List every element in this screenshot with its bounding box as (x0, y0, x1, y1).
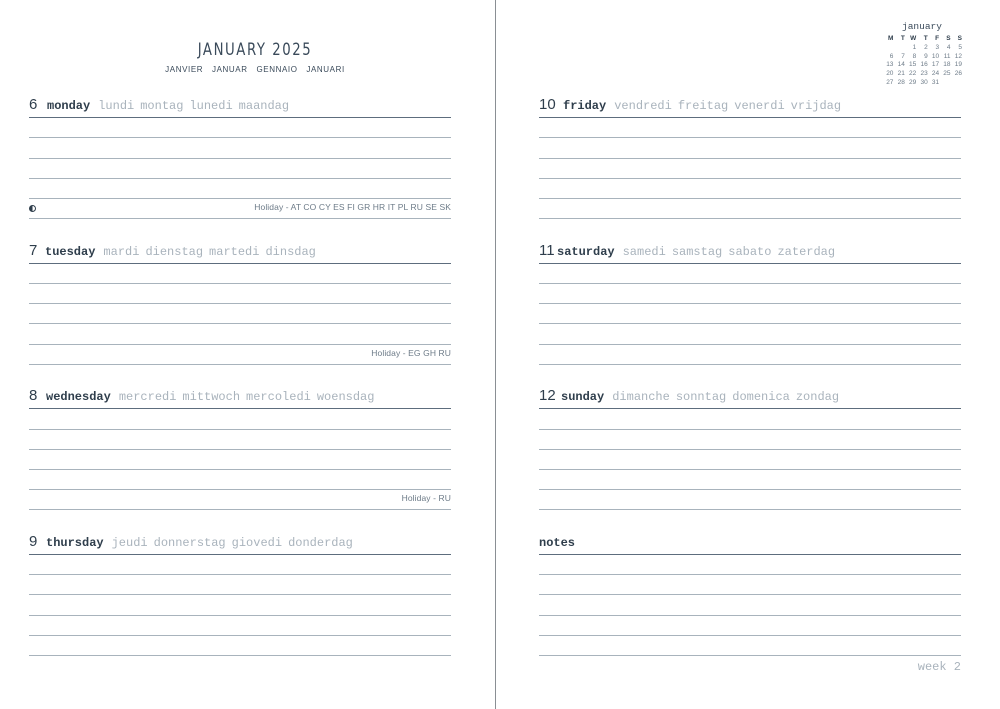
mini-calendar (882, 21, 962, 86)
mini-calendar-day: 31 (931, 78, 940, 86)
mini-calendar-day: 19 (954, 61, 962, 69)
writing-line[interactable] (539, 635, 961, 636)
day-header (29, 95, 451, 118)
mini-calendar-day: 22 (909, 69, 917, 77)
mini-calendar-week (882, 43, 962, 52)
mini-calendar-day: 17 (931, 61, 940, 69)
day-names (563, 99, 847, 113)
writing-line[interactable] (539, 344, 961, 345)
month-translations (120, 65, 390, 74)
day-names (45, 245, 322, 259)
mini-calendar-day: 9 (924, 52, 928, 60)
notes-label-wrap (539, 536, 583, 550)
day-name: monday (47, 99, 91, 113)
writing-line[interactable] (539, 158, 961, 159)
mini-calendar-day: 27 (886, 78, 894, 86)
day-number: 9 (29, 533, 38, 550)
weekday-label: M (888, 35, 894, 42)
mini-calendar-week (882, 60, 962, 69)
day-block-tuesday (29, 241, 451, 366)
writing-line[interactable] (29, 574, 451, 575)
writing-line[interactable] (29, 303, 451, 304)
day-name: wednesday (46, 390, 111, 404)
mini-calendar-day: 5 (958, 43, 962, 51)
writing-line[interactable] (29, 489, 451, 490)
day-translation: vrijdag (790, 99, 842, 113)
month-translation: JANUARI (306, 65, 345, 74)
mini-calendar-day: 7 (901, 52, 905, 60)
mini-calendar-day: 16 (920, 61, 928, 69)
day-translation: mardi (103, 245, 140, 259)
day-translation: venerdi (734, 99, 785, 113)
mini-calendar-day: 24 (931, 69, 940, 77)
day-header (29, 532, 451, 555)
day-translation: vendredi (614, 99, 672, 113)
day-translation: sabato (728, 245, 772, 259)
day-translation: lunedi (189, 99, 233, 113)
mini-calendar-day: 6 (889, 52, 894, 60)
week-number: week 2 (917, 660, 961, 674)
writing-line[interactable] (539, 449, 961, 450)
writing-line[interactable] (539, 429, 961, 430)
half-moon-icon (29, 205, 36, 212)
writing-line[interactable] (29, 655, 451, 656)
mini-calendar-day: 3 (935, 43, 940, 51)
day-translation: sonntag (675, 390, 727, 404)
weekday-label: F (935, 35, 940, 42)
day-number: 7 (29, 242, 38, 259)
day-translation: jeudi (111, 536, 148, 550)
mini-calendar-day: 30 (920, 78, 928, 86)
weekday-label: S (957, 35, 962, 42)
mini-calendar-day: 18 (943, 61, 951, 69)
writing-line[interactable] (29, 218, 451, 219)
weekday-label: T (900, 35, 905, 42)
day-translation: donnerstag (153, 536, 226, 550)
day-block-sunday (539, 386, 961, 511)
day-number: 11 (539, 242, 555, 259)
writing-line[interactable] (539, 303, 961, 304)
writing-line[interactable] (539, 655, 961, 656)
day-translation: zaterdag (777, 245, 836, 259)
day-names (46, 536, 359, 550)
writing-line[interactable] (29, 429, 451, 430)
day-translation: maandag (238, 99, 290, 113)
day-name: thursday (46, 536, 104, 550)
writing-line[interactable] (29, 137, 451, 138)
writing-line[interactable] (29, 469, 451, 470)
writing-line[interactable] (29, 635, 451, 636)
writing-line[interactable] (539, 323, 961, 324)
day-block-monday (29, 95, 451, 220)
day-translation: zondag (795, 390, 840, 404)
writing-line[interactable] (539, 489, 961, 490)
day-names (47, 99, 295, 113)
day-translation: samstag (671, 245, 723, 259)
mini-calendar-day: 11 (943, 52, 951, 60)
mini-calendar-day (882, 43, 893, 52)
day-name: saturday (557, 245, 615, 259)
mini-calendar-day: 20 (886, 69, 894, 77)
mini-calendar-day: 25 (943, 69, 951, 77)
day-translation: woensdag (316, 390, 375, 404)
mini-calendar-day: 13 (886, 61, 894, 69)
day-translation: donderdag (288, 536, 353, 550)
month-translation: JANVIER (165, 65, 204, 74)
holiday-note: Holiday - AT CO CY ES FI GR HR IT PL RU SE SK (254, 202, 451, 212)
mini-calendar-day: 14 (897, 61, 905, 69)
day-block-saturday (539, 241, 961, 366)
day-block-thursday (29, 532, 451, 657)
weekday-label: W (910, 35, 917, 42)
day-name: sunday (561, 390, 605, 404)
writing-line[interactable] (29, 344, 451, 345)
day-number: 10 (539, 96, 556, 113)
day-header (29, 386, 451, 409)
day-number: 8 (29, 387, 38, 404)
mini-calendar-day: 29 (909, 78, 917, 86)
day-translation: mercredi (118, 390, 177, 404)
day-name: tuesday (45, 245, 96, 259)
writing-line[interactable] (539, 509, 961, 510)
notes-block (539, 532, 961, 657)
day-translation: montag (140, 99, 184, 113)
writing-line[interactable] (539, 283, 961, 284)
day-translation: samedi (622, 245, 666, 259)
day-translation: dimanche (612, 390, 670, 404)
month-title: JANUARY 2025 (197, 40, 313, 60)
day-names (557, 245, 841, 259)
day-translation: mercoledi (246, 390, 311, 404)
writing-line[interactable] (29, 178, 451, 179)
notes-label: notes (539, 536, 576, 550)
day-header (29, 241, 451, 264)
left-page (0, 0, 495, 709)
day-header (539, 95, 961, 118)
mini-calendar-weekdays (882, 34, 962, 43)
day-translation: dienstag (145, 245, 204, 259)
mini-calendar-week (882, 69, 962, 78)
month-translation: JANUAR (212, 65, 248, 74)
day-number: 6 (29, 96, 38, 113)
writing-line[interactable] (539, 615, 961, 616)
mini-calendar-day: 26 (954, 69, 962, 77)
mini-calendar-day (893, 43, 904, 52)
mini-calendar-day: 4 (946, 43, 951, 51)
writing-line[interactable] (539, 198, 961, 199)
day-translation: mittwoch (182, 390, 241, 404)
mini-calendar-day: 1 (912, 43, 917, 51)
day-number: 12 (539, 387, 556, 404)
writing-line[interactable] (539, 218, 961, 219)
writing-line[interactable] (29, 323, 451, 324)
writing-line[interactable] (539, 178, 961, 179)
mini-calendar-day: 15 (909, 61, 917, 69)
holiday-note: Holiday - EG GH RU (371, 348, 451, 358)
day-translation: freitag (677, 99, 729, 113)
writing-line[interactable] (29, 594, 451, 595)
day-translation: domenica (732, 390, 790, 404)
writing-line[interactable] (29, 158, 451, 159)
day-translation: lundi (98, 99, 135, 113)
day-header (539, 241, 961, 264)
writing-line[interactable] (539, 469, 961, 470)
writing-line[interactable] (539, 574, 961, 575)
mini-calendar-day: 12 (954, 52, 962, 60)
writing-line[interactable] (539, 364, 961, 365)
day-name: friday (563, 99, 607, 113)
mini-calendar-day: 2 (924, 43, 928, 51)
mini-calendar-week (882, 78, 962, 87)
day-translation: dinsdag (265, 245, 316, 259)
weekday-label: S (946, 35, 951, 42)
mini-calendar-day: 8 (912, 52, 917, 60)
mini-calendar-day (951, 78, 962, 87)
mini-calendar-week (882, 52, 962, 61)
day-block-wednesday (29, 386, 451, 511)
writing-line[interactable] (539, 594, 961, 595)
mini-calendar-day: 10 (931, 52, 940, 60)
holiday-note: Holiday - RU (401, 493, 451, 503)
day-translation: martedi (209, 245, 260, 259)
writing-line[interactable] (29, 615, 451, 616)
day-names (561, 390, 845, 404)
writing-line[interactable] (29, 449, 451, 450)
weekday-label: T (923, 35, 928, 42)
day-block-friday (539, 95, 961, 220)
writing-line[interactable] (29, 198, 451, 199)
mini-calendar-day: 23 (920, 69, 928, 77)
writing-line[interactable] (29, 509, 451, 510)
mini-calendar-day (939, 78, 950, 87)
writing-line[interactable] (29, 283, 451, 284)
notes-header (539, 532, 961, 555)
writing-line[interactable] (539, 137, 961, 138)
right-page (496, 0, 1000, 709)
day-names (46, 390, 380, 404)
day-header (539, 386, 961, 409)
day-translation: giovedi (231, 536, 283, 550)
mini-calendar-title: january (902, 21, 942, 32)
writing-line[interactable] (29, 364, 451, 365)
mini-calendar-day: 21 (897, 69, 905, 77)
mini-calendar-grid (882, 34, 962, 86)
month-translation: GENNAIO (256, 65, 298, 74)
mini-calendar-day: 28 (897, 78, 905, 86)
